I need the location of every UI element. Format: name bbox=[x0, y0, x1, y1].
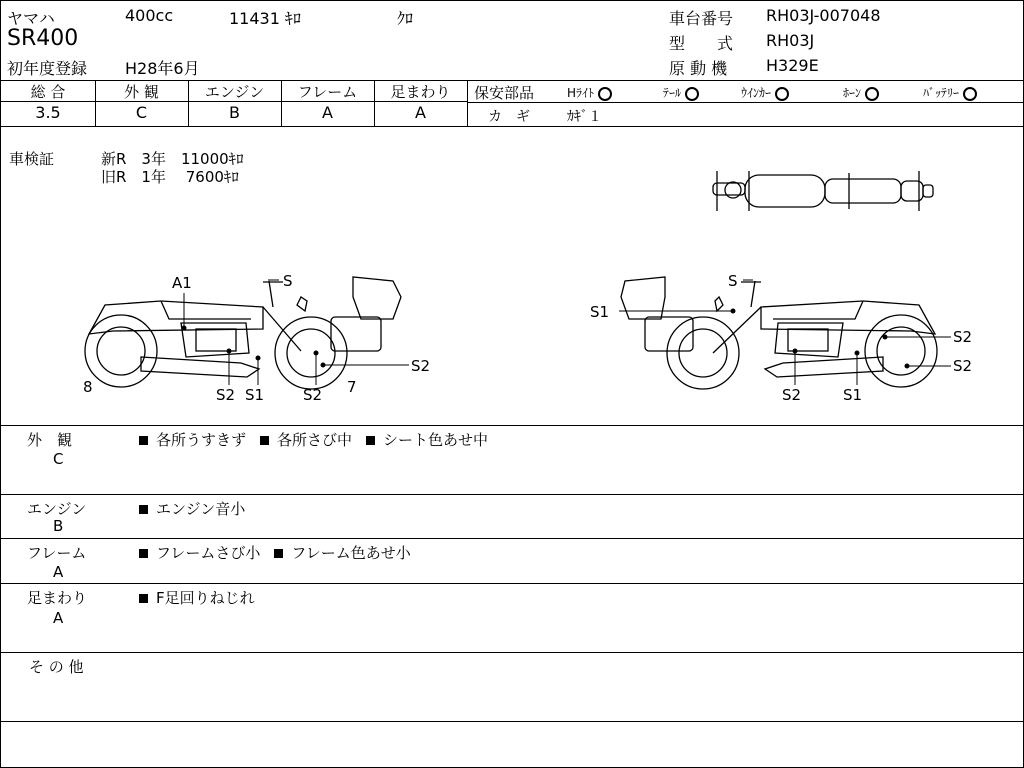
safety-item-winker: ｳｲﾝｶｰ bbox=[741, 84, 789, 101]
ok-circle-icon bbox=[963, 87, 977, 101]
note-grade-suspension: A bbox=[53, 609, 64, 627]
safety-item-horn: ﾎｰﾝ bbox=[843, 84, 879, 101]
bullet-square-icon bbox=[366, 436, 375, 445]
mark-s1-right-2: S1 bbox=[843, 386, 863, 404]
model-code-label: 型 式 bbox=[669, 34, 734, 53]
engine-code: H329E bbox=[766, 56, 819, 75]
grade-header-overall: 総 合 bbox=[30, 83, 66, 101]
inspection-label: 車検証 bbox=[9, 150, 55, 168]
mark-s1-left: S1 bbox=[245, 386, 265, 404]
ok-circle-icon bbox=[775, 87, 789, 101]
model-name: SR400 bbox=[7, 26, 79, 51]
safety-item-headlight: Hﾗｲﾄ bbox=[567, 84, 612, 101]
ok-circle-icon bbox=[598, 87, 612, 101]
ok-circle-icon bbox=[865, 87, 879, 101]
grade-header-exterior: 外 観 bbox=[124, 83, 159, 101]
mileage: 11431 ｷﾛ bbox=[229, 9, 301, 28]
note-items-suspension: F足回りねじれ bbox=[139, 587, 255, 608]
safety-item-battery: ﾊﾞｯﾃﾘｰ bbox=[923, 84, 977, 101]
bullet-square-icon bbox=[139, 549, 148, 558]
grade-header-suspension: 足まわり bbox=[390, 83, 451, 101]
mark-s2-right-2: S2 bbox=[953, 328, 973, 346]
model-code: RH03J bbox=[766, 31, 815, 50]
note-grade-frame: A bbox=[53, 563, 64, 581]
note-category-frame: フレーム bbox=[27, 544, 87, 562]
note-category-engine: エンジン bbox=[27, 500, 87, 518]
first-registration-label: 初年度登録 bbox=[7, 59, 88, 78]
note-items-engine: エンジン音小 bbox=[139, 498, 245, 519]
mark-s2-left-3: S2 bbox=[411, 357, 431, 375]
inspection-old: 旧R 1年 7600ｷﾛ bbox=[101, 168, 239, 186]
safety-parts-label: 保安部品 bbox=[474, 84, 535, 102]
grade-header-engine: エンジン bbox=[204, 83, 265, 101]
grade-header-frame: フレーム bbox=[297, 83, 358, 101]
frame-number-label: 車台番号 bbox=[669, 9, 734, 28]
note-category-suspension: 足まわり bbox=[27, 589, 88, 607]
grade-exterior: C bbox=[135, 103, 148, 122]
grade-frame: A bbox=[322, 103, 333, 122]
key-label: カ ギ bbox=[488, 109, 530, 125]
bullet-square-icon bbox=[139, 436, 148, 445]
bullet-square-icon bbox=[139, 594, 148, 603]
ok-circle-icon bbox=[685, 87, 699, 101]
mark-7: 7 bbox=[347, 378, 357, 396]
first-registration-value: H28年6月 bbox=[125, 59, 200, 78]
note-items-exterior: 各所うすきず 各所さび中 シート色あせ中 bbox=[139, 429, 488, 450]
mark-s-left: S bbox=[283, 272, 293, 290]
bullet-square-icon bbox=[274, 549, 283, 558]
mark-8: 8 bbox=[83, 378, 93, 396]
bullet-square-icon bbox=[139, 505, 148, 514]
grade-suspension: A bbox=[415, 103, 426, 122]
note-grade-exterior: C bbox=[53, 450, 64, 468]
top-view-motorcycle bbox=[713, 171, 933, 211]
mark-s1-right-1: S1 bbox=[590, 303, 610, 321]
bullet-square-icon bbox=[260, 436, 269, 445]
motorcycle-diagram bbox=[1, 127, 1023, 425]
left-side-motorcycle bbox=[85, 277, 401, 389]
mark-s2-left-2: S2 bbox=[303, 386, 323, 404]
mark-s2-left-1: S2 bbox=[216, 386, 236, 404]
note-grade-engine: B bbox=[53, 517, 64, 535]
color: ｸﾛ bbox=[397, 9, 414, 28]
maker: ヤマハ bbox=[7, 9, 55, 28]
inspection-new: 新R 3年 11000ｷﾛ bbox=[101, 150, 244, 168]
engine-code-label: 原 動 機 bbox=[669, 59, 728, 78]
grade-engine: B bbox=[229, 103, 240, 122]
mark-s-right: S bbox=[728, 272, 738, 290]
mark-s2-right-1: S2 bbox=[782, 386, 802, 404]
displacement: 400cc bbox=[125, 6, 174, 25]
note-category-exterior: 外 観 bbox=[27, 431, 73, 449]
grade-overall: 3.5 bbox=[35, 103, 61, 122]
safety-item-tail: ﾃｰﾙ bbox=[663, 84, 699, 101]
note-items-frame: フレームさび小 フレーム色あせ小 bbox=[139, 542, 411, 563]
right-side-motorcycle bbox=[621, 277, 937, 389]
mark-a1: A1 bbox=[172, 274, 192, 292]
key-value: ｶｷﾞ１ bbox=[567, 109, 602, 125]
frame-number: RH03J-007048 bbox=[766, 6, 881, 25]
mark-s2-right-3: S2 bbox=[953, 357, 973, 375]
note-category-other: そ の 他 bbox=[29, 658, 84, 676]
